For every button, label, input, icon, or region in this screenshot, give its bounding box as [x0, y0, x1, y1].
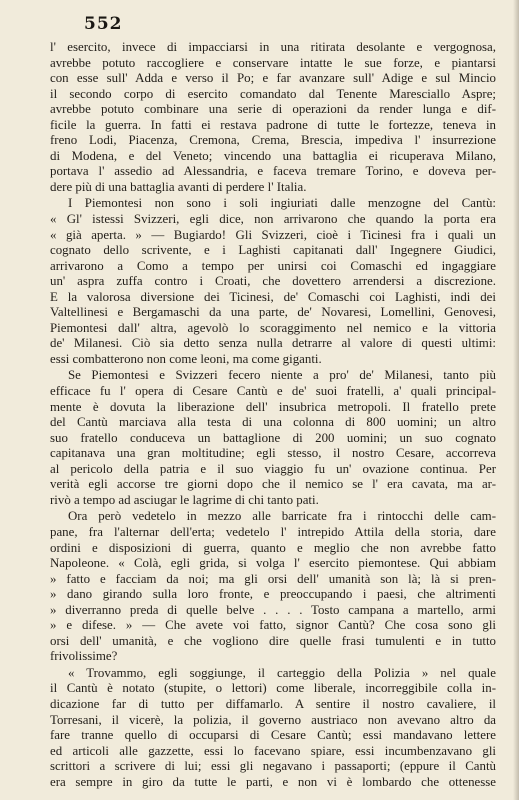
paragraph-1	[50, 40, 496, 195]
text-line: al pericolo della patria e il suo viaggio fu un' ovazione continua. Per	[50, 461, 496, 476]
text-line: con esse sull' Adda e verso il Po; e far avanzare sull' Adige e sul Mincio	[50, 71, 496, 86]
paragraph-5	[50, 666, 496, 790]
text-line: Ora però vedetelo in mezzo alle barricate fra i rintocchi delle cam-	[68, 509, 496, 524]
text-line: de' Milanesi. Ciò sia detto senza nulla detrarre al valore di questi ultimi:	[50, 336, 496, 351]
text-line: scrittori a scrivere di lui; essi gli negavano i passaporti; (eppure il Cantù	[50, 759, 496, 774]
text-line: ordini e disposizioni di guerra, quanto e meglio che non avrebbe fatto	[50, 540, 496, 555]
text-line: avrebbe potuto combinare una serie di operazioni da render lunga e dif-	[50, 102, 496, 117]
text-line: Napoleone. « Colà, egli grida, si volga l' esercito piemontese. Qui abbiam	[50, 556, 496, 571]
text-line: » diverranno preda di quelle belve . . . . Tosto campana a martello, armi	[50, 602, 496, 617]
page-number: 552	[84, 14, 123, 34]
text-line: freno Lodi, Piacenza, Cremona, Crema, Brescia, impediva l' insurrezione	[50, 133, 496, 148]
paragraph-3	[50, 368, 496, 508]
text-line: verità egli accorse tre giorni dopo che il nemico se l' era cavata, ma ar-	[50, 477, 496, 492]
text-line: il Cantù è notato (stupite, o lettori) come liberale, incorreggibile colla in-	[50, 681, 496, 696]
text-line: Se Piemontesi e Svizzeri fecero niente a pro' de' Milanesi, tanto più	[68, 368, 496, 383]
text-line: fare tranne quello di occuparsi di Cesare Cantù; essi mandavano lettere	[50, 728, 496, 743]
paragraph-2	[50, 196, 496, 367]
text-line: « Gl' istessi Svizzeri, egli dice, non arrivarono che quando la porta era	[50, 212, 496, 227]
text-line: ficile la guerra. In fatti ei restava padrone di tutte le fortezze, teneva in	[50, 117, 496, 132]
text-line: un' aspra zuffa contro i Croati, che dovettero arrendersi a discrezione.	[50, 274, 496, 289]
text-line: l' esercito, invece di impacciarsi in una ritirata desolante e vergognosa,	[50, 40, 496, 54]
text-line: I Piemontesi non sono i soli ingiuriati dalle menzogne del Cantù:	[68, 196, 496, 211]
text-line: Piemontesi dall' altra, agevolò lo scoraggimento nel nemico e la vittoria	[50, 320, 496, 335]
body-text	[50, 40, 496, 790]
text-line: di Modena, e del Veneto; vincendo una battaglia ei ricuperava Milano,	[50, 148, 496, 163]
text-line: Torresani, il vicerè, la polizia, il governo austriaco non avevano altro da	[50, 712, 496, 727]
text-line: capitanava una gran moltitudine; egli stesso, il nostro Cesare, accorreva	[50, 446, 496, 461]
text-line: cognato dello scrivente, e i Laghisti capitanati dall' Ingegnere Giudici,	[50, 243, 496, 258]
text-line: era sempre in giro da tutte le parti, e non vi è lombardo che ottenesse	[50, 774, 496, 789]
text-line: « Trovammo, egli soggiunge, il carteggio della Polizia » nel quale	[68, 665, 496, 680]
paragraph-4	[50, 509, 496, 664]
text-line: il secondo corpo di esercito comandato dal Tenente Maresciallo Aspre;	[50, 86, 496, 101]
text-line: Valtellinesi e Bergamaschi da una parte, de' Novaresi, Lomellini, Genovesi,	[50, 305, 496, 320]
text-line: essi combatterono non come leoni, ma come giganti.	[50, 351, 322, 366]
text-line: portava l' assedio ad Alessandria, e faceva tremare Torino, e doveva per-	[50, 164, 496, 179]
text-line: pane, fra l'alternar dell'erta; vedetelo l' intrepido Attila della storia, dare	[50, 524, 496, 539]
text-line: » e difese. » — Che avete voi fatto, signor Cantù? Che cosa sono gli	[50, 618, 496, 633]
text-line: arrivarono a Como a tempo per unirsi coi Comaschi ed ingaggiare	[50, 258, 496, 273]
text-line: frivolissime?	[50, 649, 118, 664]
text-line: » fatto e facciam da noi; ma gli orsi dell' umanità son là; là si pren-	[50, 571, 496, 586]
text-line: E la valorosa diversione dei Ticinesi, de' Comaschi coi Laghisti, indi dei	[50, 289, 496, 304]
text-line: mente è dovuta la liberazione dell' insubrica metropoli. Il fratello prete	[50, 399, 496, 414]
text-line: » dano girando sulla loro fronte, e preoccupando i paesi, che altrimenti	[50, 587, 496, 602]
text-line: efficace fu l' opera di Cesare Cantù e de' suoi fratelli, a' quali principal-	[50, 384, 496, 399]
text-line: rivò a tempo ad asciugar le lagrime di chi tanto pati.	[50, 492, 319, 507]
text-line: avrebbe potuto raccogliere e conservare intatte le sue forze, e piantarsi	[50, 55, 496, 70]
page-edge-shadow	[513, 0, 519, 800]
text-line: orsi dell' umanità, e che vogliono dire quelle frasi tumulenti e in tutto	[50, 633, 496, 648]
text-line: « già aperta. » — Bugiardo! Gli Svizzeri, cioè i Ticinesi fra i quali un	[50, 227, 496, 242]
text-line: ed articoli alle gazzette, essi lo facevano spiare, essi incumbenzavano gli	[50, 743, 496, 758]
text-line: dere più di una battaglia avanti di perdere l' Italia.	[50, 179, 307, 194]
text-line: dicazione far di tutto per diffamarlo. A sentire il nostro cavaliere, il	[50, 696, 496, 711]
text-line: del Cantù marciava alla testa di una colonna di 800 uomini; un altro	[50, 415, 496, 430]
text-line: suo fratello conduceva un battaglione di 200 uomini; un suo cognato	[50, 430, 496, 445]
